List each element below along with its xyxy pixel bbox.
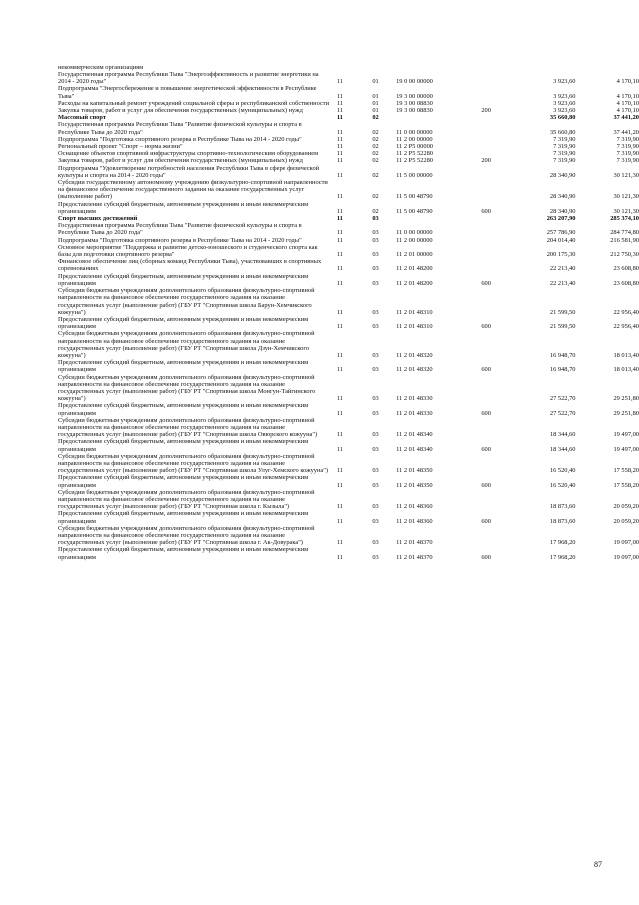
row-name: некоммерческим организациям [58,63,144,71]
amount-year-1: 7 319,90 [553,135,576,143]
row-name: Государственная программа Республики Тыва "Развитие физической культуры и спорта в Республике Тыва до 2020 года" [58,222,302,237]
amount-year-1: 16 948,70 [549,366,576,374]
section-code: 11 [336,207,343,215]
subsection-code: 03 [372,251,379,259]
expense-type-code [481,525,517,547]
table-row [58,316,639,330]
amount-year-2: 4 170,10 [616,92,639,100]
expense-type-code [481,100,517,107]
target-article-code: 11 0 00 00000 [396,128,433,136]
subsection-code: 02 [372,128,379,136]
amount-year-1: 21 599,50 [549,308,576,316]
amount-year-1: 7 319,90 [553,143,576,151]
target-article-code: 11 2 01 48200 [396,279,433,287]
row-name: Предоставление субсидий бюджетным, автономным учреждениям и иным некоммерческим организациям [58,402,309,417]
expense-type-code [481,215,517,222]
section-code: 11 [336,99,343,107]
target-article-code: 11 2 01 48350 [396,467,433,475]
expense-type-code [481,114,517,121]
section-code: 11 [336,143,343,151]
amount-year-1: 17 968,20 [549,553,576,561]
table-row [58,157,639,164]
expense-type-code [481,165,517,179]
subsection-code: 01 [372,99,379,107]
row-name: Расходы на капитальный ремонт учреждений социальной сферы и республиканской собственности [58,99,330,107]
row-name: Субсидии государственному автономному учреждению физкультурно-спортивной направленности на финансовое обеспечение государственного задания на оказание государственных услуг (выполнение работ) [58,179,328,201]
amount-year-2: 22 956,40 [613,308,639,316]
target-article-code: 11 2 01 48370 [396,539,433,547]
expense-type-code [481,489,517,511]
target-article-code: 11 2 01 48340 [396,445,433,453]
target-article-code: 11 2 01 48310 [396,308,433,316]
amount-year-2: 7 319,90 [616,135,639,143]
expense-type-code [481,85,517,99]
target-article-code: 19 3 00 00000 [396,92,433,100]
target-article-code: 11 2 01 00000 [396,251,433,259]
row-name: Основное мероприятие "Поддержка и развитие детско-юношеского и студенческого спорта как базы для подготовки спортивного резерва" [58,243,318,259]
amount-year-1: 200 175,30 [546,251,576,259]
target-article-code: 11 5 00 48790 [396,207,433,215]
amount-year-1: 18 873,60 [549,517,576,525]
section-code: 11 [336,157,343,165]
table-row [58,71,639,85]
subsection-code: 03 [372,503,379,511]
target-article-code: 11 2 01 48320 [396,366,433,374]
table-row [58,287,639,316]
table-row [58,510,639,524]
section-code [331,62,373,71]
amount-year-1: 18 344,60 [549,431,576,439]
subsection-code: 02 [372,157,379,165]
amount-year-1: 3 923,60 [553,99,576,107]
section-code: 11 [336,128,343,136]
section-code: 11 [336,251,343,259]
amount-year-1: 3 923,60 [553,78,576,86]
row-name: Закупка товаров, работ и услуг для обеспечения государственных (муниципальных) нужд [58,107,303,115]
target-article-code: 11 2 01 48330 [396,395,433,403]
amount-year-2: 29 251,80 [613,395,639,403]
section-code: 11 [336,431,343,439]
section-code: 11 [336,78,343,86]
page-number: 87 [594,860,602,869]
amount-year-1: 22 213,40 [549,265,576,273]
row-name: Субсидии бюджетным учреждениям дополнительного образования физкультурно-спортивной направленности на финансовое обеспечение государственного задания на оказание государственных услуг (выполнение работ) (ГБУ РТ "Спортивная школа г. Ак-Довурака") [58,524,315,547]
amount-year-1: 35 660,80 [549,128,576,136]
amount-year-2: 37 441,20 [613,128,639,136]
section-code: 11 [336,279,343,287]
subsection-code: 03 [372,229,379,237]
table-row [58,165,639,179]
table-row [58,100,639,107]
target-article-code: 11 2 P5 52280 [396,157,433,165]
section-code: 11 [336,215,343,223]
row-name: Подпрограмма "Энергосбережение и повышение энергетической эффективности в Республике Тыва" [58,85,317,100]
expense-type-code [481,417,517,439]
amount-year-1: 28 340,90 [549,207,576,215]
amount-year-2: 285 374,10 [610,215,639,223]
expense-type-code: 600 [481,323,491,331]
section-code: 11 [336,92,343,100]
expense-type-code [481,453,517,475]
row-name: Предоставление субсидий бюджетным, автономным учреждениям и иным некоммерческим организациям [58,438,309,453]
expense-type-code [481,143,517,150]
amount-year-2 [575,62,639,71]
row-name: Подпрограмма "Удовлетворение потребностей населения Республики Тыва в сфере физической культуры и спорта на 2014 - 2020 годы" [58,164,320,179]
subsection-code: 03 [372,351,379,359]
table-row [58,237,639,244]
amount-year-1: 18 344,60 [549,445,576,453]
subsection-code: 01 [372,107,379,115]
amount-year-1: 28 340,90 [549,171,576,179]
row-name: Спорт высших достижений [58,215,138,223]
target-article-code: 11 2 00 00000 [396,135,433,143]
amount-year-2: 22 956,40 [613,323,639,331]
table-row [58,114,639,121]
expense-type-code [481,222,517,236]
table-row [58,121,639,135]
amount-year-2: 18 013,40 [613,366,639,374]
row-name: Субсидии бюджетным учреждениям дополнительного образования физкультурно-спортивной направленности на финансовое обеспечение государственного задания на оказание государственных услуг (выполнение работ) (ГБУ РТ "Спортивная школа Барун-Хемчикского кожууна") [58,287,315,316]
subsection-code: 03 [372,279,379,287]
expense-type-code [481,258,517,272]
table-row [58,201,639,215]
subsection-code: 02 [372,193,379,201]
amount-year-2: 20 059,20 [613,503,639,511]
row-name: Субсидии бюджетным учреждениям дополнительного образования физкультурно-спортивной направленности на финансовое обеспечение государственного задания на оказание государственных услуг (выполнение работ) (ГБУ РТ "Спортивная школа Монгун-Тайгинского кожууна") [58,373,316,403]
amount-year-1: 16 948,70 [549,351,576,359]
section-code: 11 [336,351,343,359]
row-name: Предоставление субсидий бюджетным, автономным учреждениям и иным некоммерческим организациям [58,359,309,374]
row-name: Субсидии бюджетным учреждениям дополнительного образования физкультурно-спортивной направленности на финансовое обеспечение государственного задания на оказание государственных услуг (выполнение работ) (ГБУ РТ "Спортивная школа Улуг-Хемского кожууна") [58,452,328,475]
expense-type-code [481,121,517,135]
table-row [58,453,639,475]
table-row [58,244,639,258]
target-article-code: 19 3 00 08830 [396,107,433,115]
section-code: 11 [336,517,343,525]
target-article-code: 11 2 01 48330 [396,409,433,417]
target-article-code [396,215,481,222]
row-name: Региональный проект "Спорт – норма жизни" [58,143,183,151]
amount-year-2: 17 558,20 [613,467,639,475]
table-row [58,136,639,143]
amount-year-1: 16 520,40 [549,481,576,489]
table-row [58,525,639,547]
target-article-code: 11 2 01 48370 [396,553,433,561]
section-code: 11 [336,409,343,417]
expense-type-code [481,150,517,157]
row-name: Предоставление субсидий бюджетным, автономным учреждениям и иным некоммерческим организациям [58,200,309,215]
subsection-code: 03 [372,481,379,489]
expense-type-code [481,330,517,359]
budget-table-body [58,62,639,561]
table-row [58,438,639,452]
expense-type-code: 600 [481,366,491,374]
amount-year-1: 18 873,60 [549,503,576,511]
subsection-code: 01 [372,92,379,100]
amount-year-1: 16 520,40 [549,467,576,475]
table-row [58,474,639,488]
expense-type-code: 600 [481,207,491,215]
row-name: Государственная программа Республики Тыва "Энергоэффективность и развитие энергетики на 2014 - 2020 годы" [58,71,319,86]
target-article-code: 11 2 P5 00000 [396,143,433,151]
table-row [58,107,639,114]
expense-type-code [481,287,517,316]
expense-type-code: 200 [481,157,491,165]
subsection-code: 01 [372,78,379,86]
amount-year-2: 216 581,90 [610,236,639,244]
row-name: Субсидии бюджетным учреждениям дополнительного образования физкультурно-спортивной направленности на финансовое обеспечение государственного задания на оказание государственных услуг (выполнение работ) (ГБУ РТ "Спортивная школа Дзун-Хемчикского кожууна") [58,330,315,359]
amount-year-2: 23 608,80 [613,279,639,287]
amount-year-1 [517,62,576,71]
row-name: Субсидии бюджетным учреждениям дополнительного образования физкультурно-спортивной направленности на финансовое обеспечение государственного задания на оказание государственных услуг (выполнение работ) (ГБУ РТ "Спортивная школа г. Кызыла") [58,488,315,511]
table-row [58,258,639,272]
row-name: Предоставление субсидий бюджетным, автономным учреждениям и иным некоммерческим организациям [58,474,309,489]
table-row [58,179,639,201]
row-name: Подпрограмма "Подготовка спортивного резерва в Республике Тыва на 2014 - 2020 годы" [58,236,302,244]
section-code: 11 [336,481,343,489]
amount-year-1: 204 014,40 [546,236,576,244]
table-row [58,546,639,560]
expense-type-code: 600 [481,279,491,287]
amount-year-1: 257 786,90 [546,229,576,237]
section-code: 11 [336,107,343,115]
amount-year-1: 28 340,90 [549,193,576,201]
subsection-code: 03 [372,395,379,403]
table-row [58,150,639,157]
table-row [58,85,639,99]
subsection-code: 03 [372,431,379,439]
table-row [58,359,639,373]
amount-year-2: 284 774,80 [610,229,639,237]
section-code: 11 [336,236,343,244]
amount-year-2: 19 097,00 [613,539,639,547]
amount-year-1: 21 599,50 [549,323,576,331]
expense-type-code: 600 [481,553,491,561]
amount-year-1: 7 319,90 [553,157,576,165]
subsection-code: 02 [372,143,379,151]
section-code: 11 [336,229,343,237]
target-article-code: 11 2 01 48320 [396,351,433,359]
subsection-code: 03 [372,265,379,273]
table-row [58,143,639,150]
row-name: Предоставление субсидий бюджетным, автономным учреждениям и иным некоммерческим организациям [58,510,309,525]
target-article-code: 11 2 01 48340 [396,431,433,439]
table-row [58,330,639,359]
table-row [58,489,639,511]
row-name: Предоставление субсидий бюджетным, автономным учреждениям и иным некоммерческим организациям [58,546,309,561]
amount-year-1: 3 923,60 [553,92,576,100]
expense-type-code [481,71,517,85]
section-code: 11 [336,395,343,403]
table-row [58,374,639,403]
expense-type-code [481,62,517,71]
amount-year-2: 18 013,40 [613,351,639,359]
target-article-code: 11 2 01 48360 [396,503,433,511]
row-name: Массовый спорт [58,114,106,122]
target-article-code: 11 2 01 48360 [396,517,433,525]
row-name: Предоставление субсидий бюджетным, автономным учреждениям и иным некоммерческим организациям [58,272,309,287]
amount-year-2: 4 170,10 [616,99,639,107]
amount-year-2: 20 059,20 [613,517,639,525]
row-name: Государственная программа Республики Тыва "Развитие физической культуры и спорта в Республике Тыва до 2020 года" [58,121,302,136]
expense-type-code: 600 [481,409,491,417]
section-code: 11 [336,135,343,143]
expense-type-code: 600 [481,445,491,453]
row-name: Финансовое обеспечение лиц (сборных команд Республики Тыва), участвовавших в спортивных соревнованиях [58,258,322,273]
subsection-code: 03 [372,323,379,331]
amount-year-2: 19 097,00 [613,553,639,561]
expense-type-code [481,136,517,143]
subsection-code: 02 [372,207,379,215]
expense-type-code: 600 [481,517,491,525]
amount-year-2: 7 319,90 [616,150,639,158]
target-article-code: 19 3 00 08830 [396,99,433,107]
section-code: 11 [336,114,343,122]
budget-table [58,62,639,561]
section-code: 11 [336,467,343,475]
table-row [58,215,639,222]
subsection-code: 03 [372,517,379,525]
target-article-code: 11 5 00 00000 [396,171,433,179]
table-row [58,273,639,287]
subsection-code: 03 [372,445,379,453]
section-code: 11 [336,193,343,201]
target-article-code: 19 0 00 00000 [396,78,433,86]
section-code: 11 [336,503,343,511]
table-row [58,222,639,236]
amount-year-2: 19 497,00 [613,445,639,453]
amount-year-1: 35 660,80 [549,114,576,122]
subsection-code: 03 [372,215,379,223]
section-code: 11 [336,445,343,453]
amount-year-2: 7 319,90 [616,157,639,165]
subsection-code: 03 [372,308,379,316]
row-name: Предоставление субсидий бюджетным, автономным учреждениям и иным некоммерческим организациям [58,315,309,331]
section-code: 11 [336,553,343,561]
expense-type-code [481,244,517,258]
table-row [58,417,639,439]
subsection-code: 03 [372,409,379,417]
expense-type-code: 200 [481,107,491,115]
amount-year-2: 30 121,30 [613,193,639,201]
section-code: 11 [336,539,343,547]
amount-year-1: 7 319,90 [553,150,576,158]
section-code: 11 [336,366,343,374]
section-code: 11 [336,265,343,273]
subsection-code: 03 [372,553,379,561]
amount-year-2: 7 319,90 [616,143,639,151]
amount-year-2: 30 121,30 [613,171,639,179]
subsection-code: 03 [372,236,379,244]
section-code: 11 [336,323,343,331]
amount-year-2: 19 497,00 [613,431,639,439]
amount-year-1: 27 522,70 [549,409,576,417]
amount-year-1: 17 968,20 [549,539,576,547]
expense-type-code [481,237,517,244]
target-article-code [396,62,481,71]
table-row [58,402,639,416]
target-article-code: 11 2 00 00000 [396,236,433,244]
amount-year-1: 263 207,90 [546,215,576,223]
subsection-code: 02 [372,171,379,179]
target-article-code: 11 2 P5 52280 [396,150,433,158]
amount-year-1: 27 522,70 [549,395,576,403]
subsection-code: 03 [372,467,379,475]
expense-type-code [481,374,517,403]
section-code: 11 [336,308,343,316]
amount-year-2: 30 121,30 [613,207,639,215]
subsection-code: 02 [372,135,379,143]
amount-year-2: 17 558,20 [613,481,639,489]
amount-year-2: 4 170,10 [616,78,639,86]
row-name: Подпрограмма "Подготовка спортивного резерва в Республике Тыва на 2014 - 2020 годы" [58,135,302,143]
amount-year-1: 3 923,60 [553,107,576,115]
subsection-code: 03 [372,539,379,547]
target-article-code: 11 0 00 00000 [396,229,433,237]
target-article-code [396,114,481,121]
row-name: Закупка товаров, работ и услуг для обеспечения государственных (муниципальных) нужд [58,157,303,165]
target-article-code: 11 2 01 48200 [396,265,433,273]
target-article-code: 11 5 00 48790 [396,193,433,201]
expense-type-code [481,179,517,201]
amount-year-2: 37 441,20 [613,114,639,122]
target-article-code: 11 2 01 48310 [396,323,433,331]
target-article-code: 11 2 01 48350 [396,481,433,489]
table-row [58,62,639,71]
amount-year-2: 23 608,80 [613,265,639,273]
section-code: 11 [336,150,343,158]
row-name: Субсидии бюджетным учреждениям дополнительного образования физкультурно-спортивной направленности на финансовое обеспечение государственного задания на оказание государственных услуг (выполнение работ) (ГБУ РТ "Спортивная школа Овюрского кожууна") [58,416,318,439]
subsection-code: 03 [372,366,379,374]
amount-year-2: 29 251,80 [613,409,639,417]
expense-type-code: 600 [481,481,491,489]
section-code: 11 [336,171,343,179]
amount-year-1: 22 213,40 [549,279,576,287]
row-name: Оснащение объектов спортивной инфраструктуры спортивно-технологическим оборудованием [58,150,319,158]
amount-year-2: 4 170,10 [616,107,639,115]
subsection-code [372,62,396,71]
subsection-code: 02 [372,114,379,122]
amount-year-2: 212 750,30 [610,251,639,259]
subsection-code: 02 [372,150,379,158]
